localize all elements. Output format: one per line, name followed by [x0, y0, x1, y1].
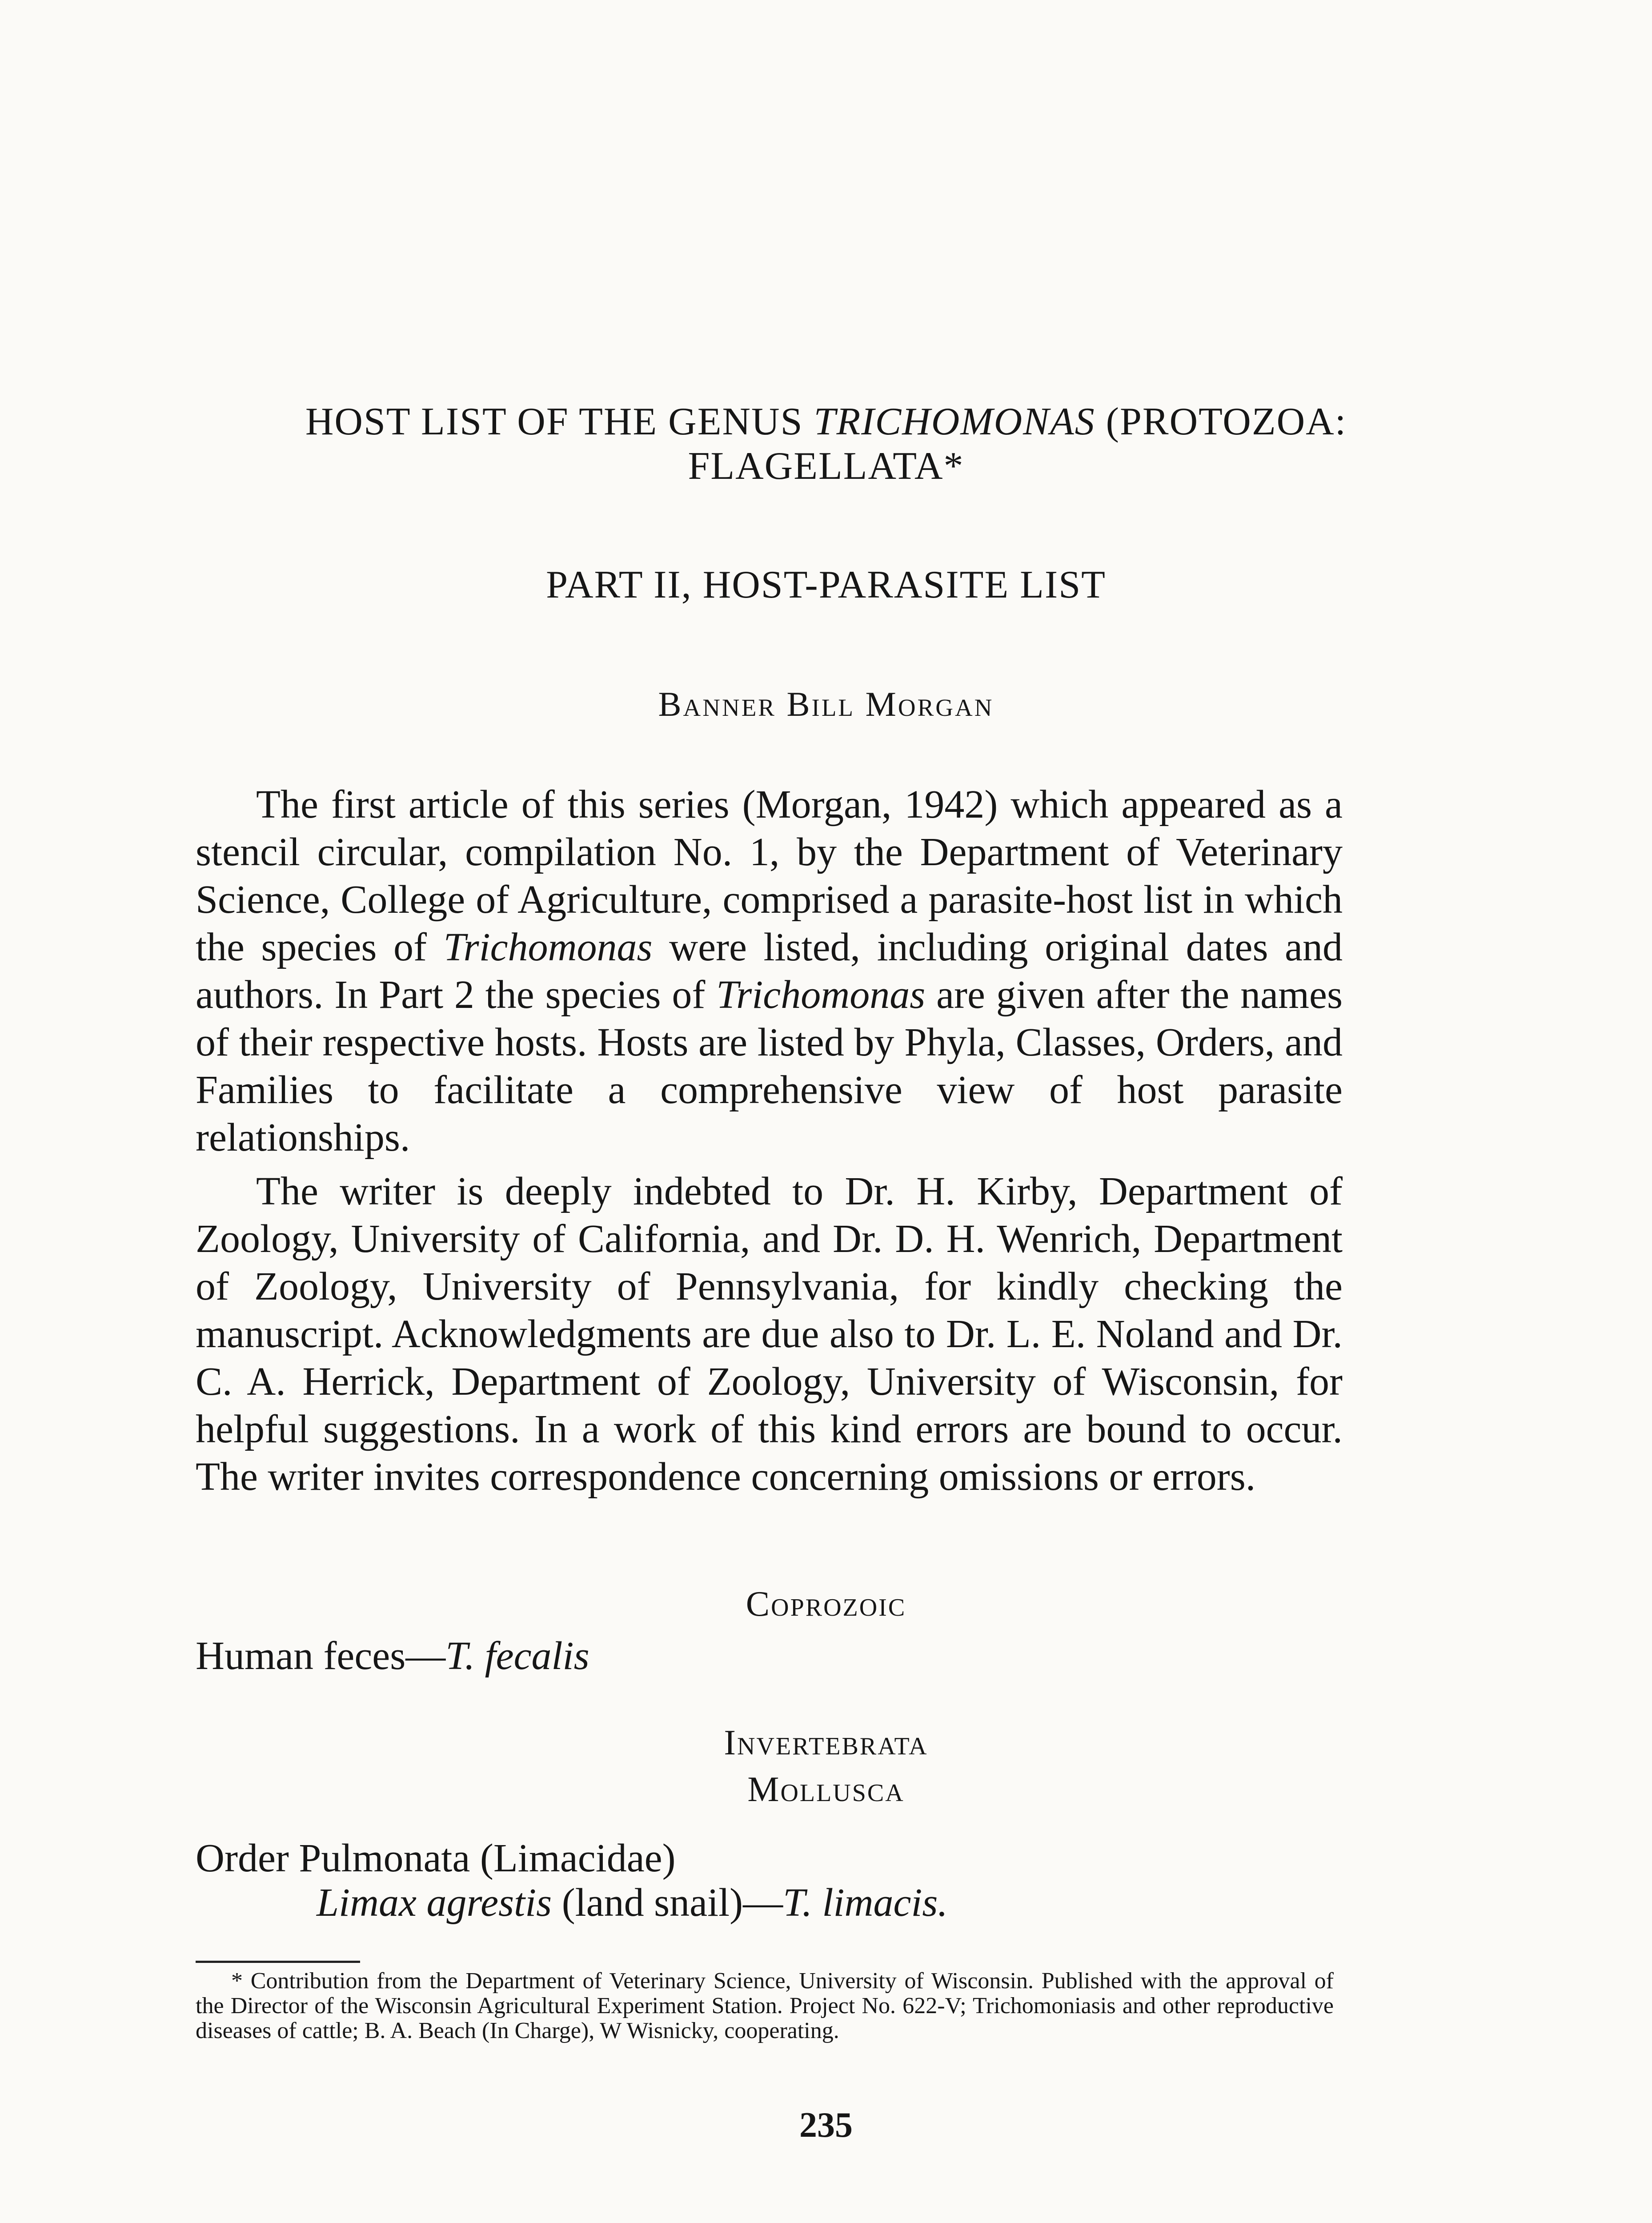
parasite-name: T. limacis. — [783, 1881, 948, 1925]
intro-text-c: are given after the names of their respective hosts. Hosts are listed by Phyla, Classes, Orders, and Families to facilitate a comprehensive view of host parasite relationships. — [196, 973, 1343, 1160]
author-name: Banner Bill Morgan — [658, 685, 994, 723]
intro-text-a: The first article of this series (Morgan, 1942) which appeared as a stencil circular, compilation No. 1, by the Department of Veterinary Science, College of Agriculture, comprised a parasite-host list in which the species of — [196, 782, 1343, 969]
intro-paragraph — [196, 781, 1343, 1161]
article-title-line-2: FLAGELLATA* — [688, 445, 964, 488]
host-entry-human-feces — [196, 1636, 589, 1676]
intro-genus-b: Trichomonas — [716, 973, 926, 1017]
host-common-name: (land snail)— — [552, 1881, 783, 1925]
title-suffix: (PROTOZOA: — [1095, 400, 1347, 443]
part-heading: PART II, HOST-PARASITE LIST — [546, 563, 1106, 606]
host-species: Limax agrestis — [317, 1881, 552, 1925]
intro-text-b: were listed, including original dates and authors. In Part 2 the species of — [196, 925, 1343, 1017]
intro-genus-a: Trichomonas — [443, 925, 653, 969]
footnote-rule — [196, 1961, 360, 1963]
order-heading-pulmonata: Order Pulmonata (Limacidae) — [196, 1836, 676, 1880]
page-number: 235 — [799, 2106, 853, 2145]
section-heading-mollusca: Mollusca — [747, 1770, 905, 1809]
section-heading-coprozoic: Coprozoic — [746, 1585, 906, 1624]
article-title-line-1 — [0, 402, 1652, 441]
acknowledgments-paragraph: The writer is deeply indebted to Dr. H. Kirby, Department of Zoology, University of California, and Dr. D. H. Wenrich, Department of Zoology, University of Pennsylvania, for kindly checking the manuscript. Acknowledgments are due also to Dr. L. E. Noland and Dr. C. A. Herrick, Department of Zoology, University of Wisconsin, for helpful suggestions. In a work of this kind errors are bound to occur. The writer invites correspondence concerning omissions or errors. — [196, 1169, 1343, 1499]
parasite-name: T. fecalis — [445, 1634, 589, 1678]
footnote: * Contribution from the Department of Veterinary Science, University of Wisconsin. Published with the approval of the Director of the Wisconsin Agricultural Experiment Station. Project No. 622-V; Trichomoniasis and other reproductive diseases of cattle; B. A. Beach (In Charge), W Wisnicky, cooperating. — [196, 1968, 1334, 2043]
title-prefix: HOST LIST OF THE GENUS — [305, 400, 814, 443]
host-entry-limax — [317, 1883, 948, 1923]
title-genus: TRICHOMONAS — [814, 400, 1095, 443]
section-heading-invertebrata: Invertebrata — [724, 1723, 928, 1762]
host-name: Human feces— — [196, 1634, 446, 1678]
